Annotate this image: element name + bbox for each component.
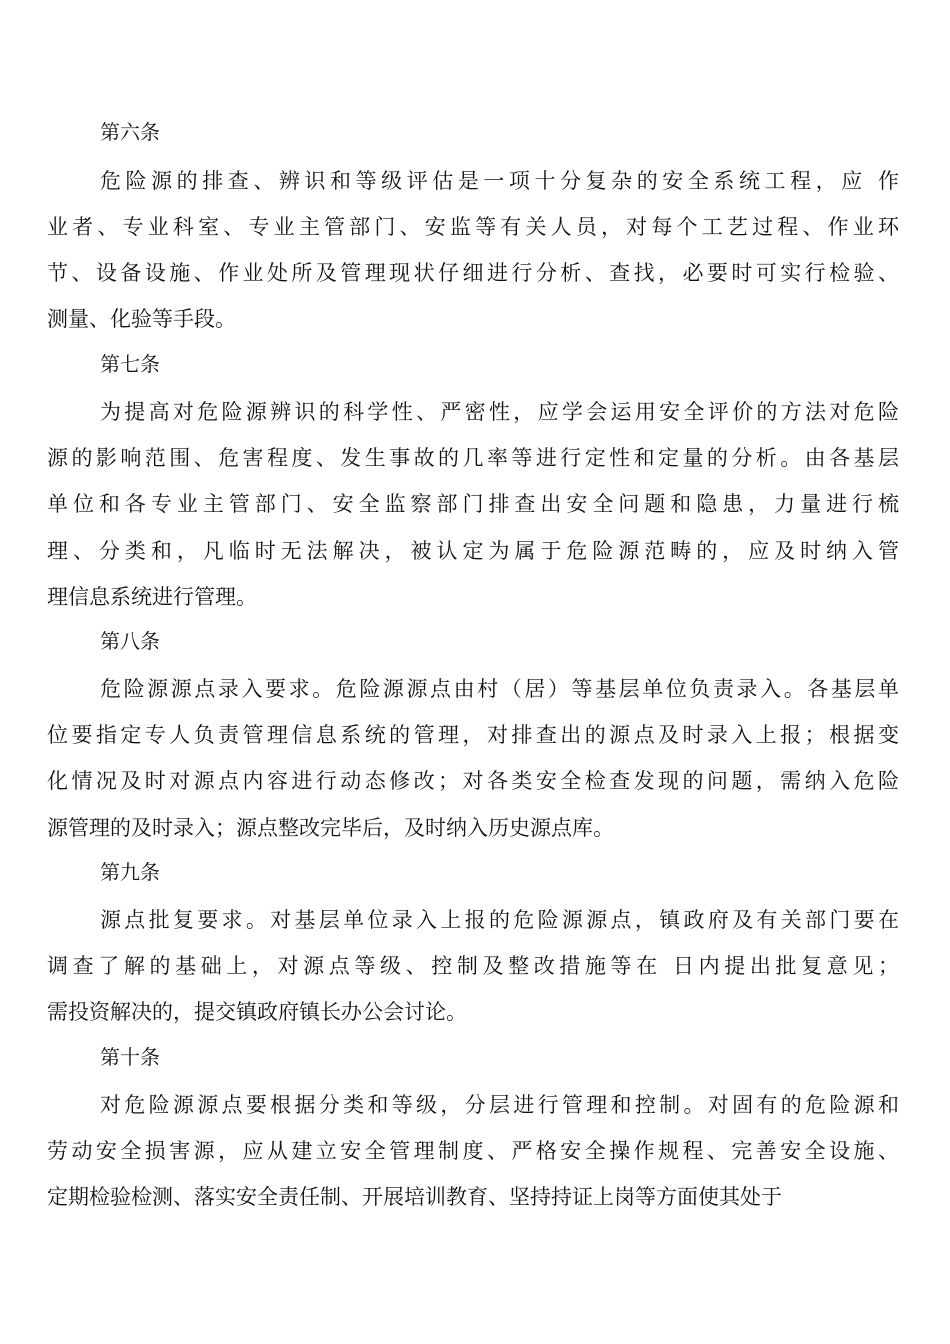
article-9-line-3: 需投资解决的，提交镇政府镇长办公会讨论。 [47,1000,467,1024]
article-7-line-2: 源的影响范围、危害程度、发生事故的几率等进行定性和定量的分析。由各基层 [47,446,899,470]
article-6-heading: 第六条 [100,120,160,144]
article-6-line-3: 节、设备设施、作业处所及管理现状仔细进行分析、查找，必要时可实行检验、 [47,261,899,285]
article-10-line-1: 对危险源源点要根据分类和等级，分层进行管理和控制。对固有的危险源和 [100,1093,899,1117]
article-9-heading: 第九条 [100,860,160,884]
article-8-line-1: 危险源源点录入要求。危险源源点由村（居）等基层单位负责录入。各基层单 [100,677,899,701]
article-10-line-2: 劳动安全损害源，应从建立安全管理制度、严格安全操作规程、完善安全设施、 [47,1139,899,1163]
article-8-heading: 第八条 [100,629,160,653]
article-9-line-2: 调查了解的基础上，对源点等级、控制及整改措施等在 日内提出批复意见； [47,954,899,978]
article-7-line-5: 理信息系统进行管理。 [47,585,257,609]
article-9-line-1: 源点批复要求。对基层单位录入上报的危险源源点，镇政府及有关部门要在 [100,908,899,932]
article-6-line-1: 危险源的排查、辨识和等级评估是一项十分复杂的安全系统工程，应 作 [100,169,899,193]
article-10-heading: 第十条 [100,1045,160,1069]
article-8-line-4: 源管理的及时录入；源点整改完毕后，及时纳入历史源点库。 [47,816,614,840]
article-7-line-1: 为提高对危险源辨识的科学性、严密性，应学会运用安全评价的方法对危险 [100,400,899,424]
article-6-line-2: 业者、专业科室、专业主管部门、安监等有关人员，对每个工艺过程、作业环 [47,215,899,239]
article-7-heading: 第七条 [100,352,160,376]
article-7-line-4: 理、分类和，凡临时无法解决，被认定为属于危险源范畴的，应及时纳入管 [47,539,899,563]
article-8-line-3: 化情况及时对源点内容进行动态修改；对各类安全检查发现的问题，需纳入危险 [47,769,899,793]
article-8-line-2: 位要指定专人负责管理信息系统的管理，对排查出的源点及时录入上报；根据变 [47,723,899,747]
article-7-line-3: 单位和各专业主管部门、安全监察部门排查出安全问题和隐患，力量进行梳 [47,492,899,516]
article-10-line-3: 定期检验检测、落实安全责任制、开展培训教育、坚持持证上岗等方面使其处于 [47,1185,782,1209]
article-6-line-4: 测量、化验等手段。 [47,307,236,331]
